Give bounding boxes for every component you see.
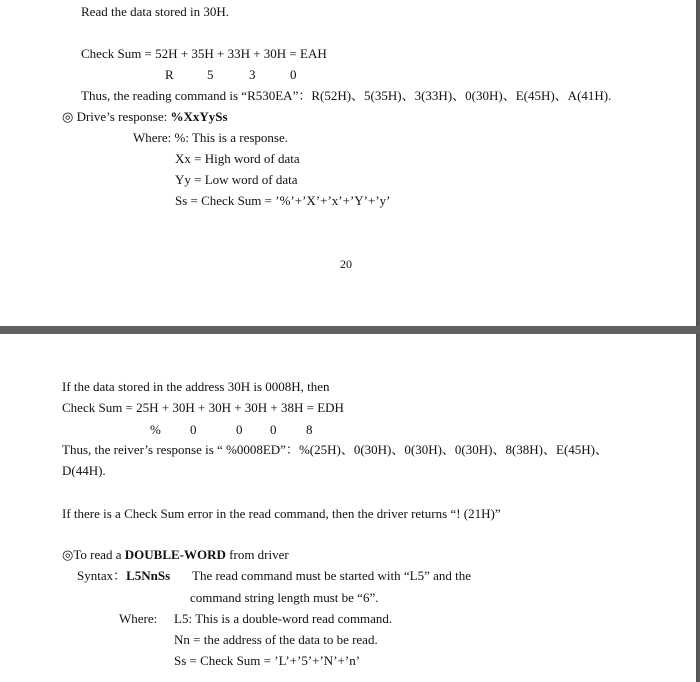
where-label: Where:: [119, 611, 158, 626]
response-syntax: %XxYySs: [170, 109, 228, 124]
char-label: R: [165, 67, 174, 82]
checksum-formula-2: Check Sum = 25H + 30H + 30H + 30H + 38H = EDH: [62, 400, 344, 415]
document-page-top: [0, 0, 699, 326]
char-label: 3: [249, 67, 256, 82]
receiver-response-line-1: Thus, the reiver’s response is “ %0008ED”：%(25H)、0(30H)、0(30H)、0(30H)、8(38H)、E(45H)、: [62, 442, 608, 457]
char-label: 0: [270, 422, 277, 437]
dw-bold: DOUBLE-WORD: [124, 547, 226, 562]
receiver-response-line-2: D(44H).: [62, 463, 106, 478]
char-label: %: [150, 422, 161, 437]
if-data-line: If the data stored in the address 30H is 0008H, then: [62, 379, 330, 394]
double-word-heading: [62, 547, 289, 564]
checksum-formula: Check Sum = 52H + 35H + 33H + 30H = EAH: [81, 46, 327, 61]
char-label: 0: [190, 422, 197, 437]
ss-definition: Ss = Check Sum = ’%’+’X’+’x’+’Y’+’y’: [175, 193, 391, 208]
syntax-description-1: The read command must be started with “L5” and the: [192, 568, 472, 583]
document-page-bottom: [0, 334, 699, 682]
read-data-line: Read the data stored in 30H.: [81, 4, 230, 19]
char-label: 5: [207, 67, 214, 82]
double-circle-icon: ◎: [62, 110, 74, 125]
drive-response-heading: [62, 109, 228, 126]
drive-response-label: Drive’s response:: [76, 109, 171, 124]
checksum-error-line: If there is a Check Sum error in the read command, then the driver returns “! (21H)”: [62, 506, 501, 521]
where-response-line: Where: %: This is a response.: [133, 130, 288, 145]
syntax-line: [77, 568, 170, 584]
syntax-description-2: command string length must be “6”.: [190, 590, 379, 605]
char-label: 0: [290, 67, 297, 82]
char-label: 0: [236, 422, 243, 437]
yy-definition: Yy = Low word of data: [175, 172, 298, 187]
dw-suffix: from driver: [225, 547, 289, 562]
dw-prefix: To read a: [73, 547, 125, 562]
page-number: 20: [340, 257, 352, 271]
double-circle-icon: ◎: [62, 548, 74, 563]
char-label: 8: [306, 422, 313, 437]
ss-definition-2: Ss = Check Sum = ’L’+’5’+’N’+’n’: [174, 653, 361, 668]
l5-definition: L5: This is a double-word read command.: [174, 611, 393, 626]
nn-definition: Nn = the address of the data to be read.: [174, 632, 378, 647]
xx-definition: Xx = High word of data: [175, 151, 300, 166]
syntax-code: L5NnSs: [126, 568, 171, 583]
page-separator: [0, 326, 700, 334]
syntax-label: Syntax：: [77, 568, 127, 583]
reading-command-line: Thus, the reading command is “R530EA”：R(52H)、5(35H)、3(33H)、0(30H)、E(45H)、A(41H).: [81, 88, 612, 103]
